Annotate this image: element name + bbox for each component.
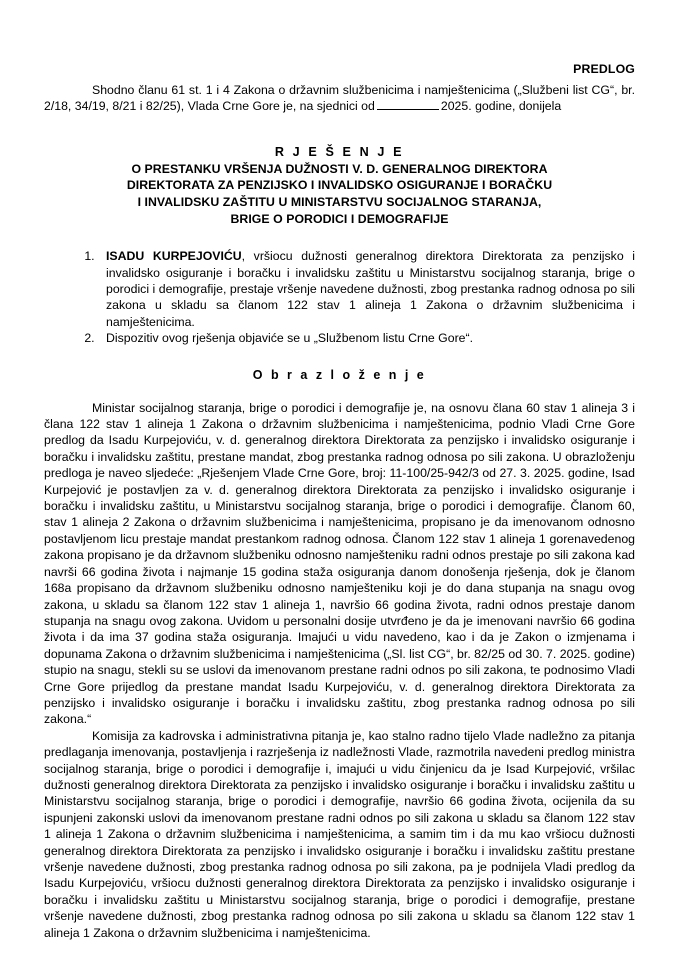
decision-subtitle-line-1: O PRESTANKU VRŠENJA DUŽNOSTI V. D. GENERALNOG DIREKTORA	[131, 161, 548, 176]
explanation-body	[44, 400, 635, 941]
intro-text-after-date-blank: 2025. godine, donijela	[440, 99, 562, 114]
decision-title-rjesenje: R J E Š E N J E	[274, 144, 405, 159]
dispositiv-item-2-text: Dispozitiv ovog rješenja objaviće se u „Službenom listu Crne Gore“.	[106, 331, 474, 346]
dispositiv-item-1-text: , vršiocu dužnosti generalnog direktora Direktorata za penzijsko i invalidsko osiguranje i boračku i invalidsku zaštitu u Ministarstvu socijalnog staranja, brige o porodici i demografije, prestaje vršenje navedene dužnosti, zbog prestanka radnog odnosa po sili zakona u skladu sa članom 122 stav 1 alineja 1 Zakona o državnim službenicima i namještenicima.	[106, 249, 635, 329]
explanation-heading: O b r a z l o ž e n j e	[252, 367, 427, 382]
decision-subtitle-line-2: DIREKTORATA ZA PENZIJSKO I INVALIDSKO OSIGURANJE I BORAČKU	[126, 178, 553, 193]
document-type-label: PREDLOG	[573, 62, 635, 76]
date-blank-fill-in[interactable]	[377, 102, 439, 111]
decision-title-block	[44, 144, 635, 227]
dispositiv-item-1	[98, 248, 635, 330]
intro-paragraph	[44, 82, 635, 115]
intro-text-before-date-blank: Shodno članu 61 st. 1 i 4 Zakona o državnim službenicima i namještenicima („Službeni list CG“, br. 2/18, 34/19, 8/21 i 82/25), Vlada Crne Gore je, na sjednici od	[44, 83, 635, 114]
explanation-paragraph-2: Komisija za kadrovska i administrativna pitanja je, kao stalno radno tijelo Vlade nadležno za pitanja predlaganja imenovanja, postavljenja i razrješenja iz nadležnosti Vlade, razmotrila navedeni predlog ministra socijalnog staranja, brige o porodici i demografije i, imajući u vidu činjenicu da je Isad Kurpejović, vršilac dužnosti generalnog direktora Direktorata za penzijsko i invalidsko osiguranje i boračku i invalidsku zaštitu u Ministarstvu socijalnog staranja, brige o porodici i demografije, navršio 66 godina života, ocijenila da su ispunjeni zakonski uslovi da imenovanom prestane radni odnos po sili zakona u skladu sa članom 122 stav 1 alineja 1 Zakona o državnim službenicima i namještenicima, a samim tim i da mu kao vršiocu dužnosti generalnog direktora Direktorata za penzijsko i invalidsko osiguranje i boračku i invalidsku zaštitu prestane vršenje navedene dužnosti, zbog prestanka radnog odnosa po sili zakona, pa je podnijela Vladi predlog da Isadu Kurpejoviću, vršiocu dužnosti generalnog direktora Direktorata za penzijsko i invalidsko osiguranje i boračku i invalidsku zaštitu u Ministarstvu socijalnog staranja, brige o porodici i demografije, prestane vršenje navedene dužnosti, zbog prestanka radnog odnosa po sili zakona u skladu sa članom 122 stav 1 alineja 1 Zakona o državnim službenicima i namještenicima.	[44, 728, 635, 940]
dispositiv-item-1-person-name: ISADU KURPEJOVIĆU	[106, 249, 242, 264]
decision-subtitle-line-4: BRIGE O PORODICI I DEMOGRAFIJE	[230, 211, 449, 226]
decision-subtitle-line-3: I INVALIDSKU ZAŠTITU U MINISTARSTVU SOCIJALNOG STARANJA,	[137, 195, 542, 209]
explanation-paragraph-1: Ministar socijalnog staranja, brige o porodici i demografije je, na osnovu člana 60 stav 1 alineja 3 i člana 122 stav 1 alineja 1 Zakona o državnim službenicima i namještenicima, podnio Vladi Crne Gore predlog da Isadu Kurpejoviću, v. d. generalnog direktora Direktorata za penzijsko i invalidsko osiguranje i boračku i invalidsku zaštitu, prestane mandat, zbog prestanka radnog odnosa po sili zakona. U obrazloženju predloga je naveo sljedeće: „Rješenjem Vlade Crne Gore, broj: 11-100/25-942/3 od 27. 3. 2025. godine, Isad Kurpejović je postavljen za v. d. generalnog direktora Direktorata za penzijsko i invalidsko osiguranje i boračku i invalidsku zaštitu, u Ministarstvu socijalnog staranja, brige o porodici i demografije. Članom 60, stav 1 alineja 2 Zakona o državnim službenicima i namještenicima, propisano je da imenovanom odnosno postavljenom licu prestaje mandat prestankom radnog odnosa. Članom 122 stav 1 alineja 1 gorenavedenog zakona propisano je da državnom službeniku odnosno namješteniku radni odnos prestaje po sili zakona kad navrši 66 godina života i najmanje 15 godina staža osiguranja danom donošenja rješenja, dok je članom 168a propisano da državnom službeniku odnosno namješteniku koji je do dana stupanja na snagu ovog zakona, u skladu sa članom 122 stav 1 alineja 1, navršio 66 godina života, radni odnos prestaje danom stupanja na snagu ovog zakona. Uvidom u personalni dosije utvrđeno je da je imenovani navršio 66 godina života i da ima 37 godina staža osiguranja. Imajući u vidu navedeno, kao i da je Zakon o izmjenama i dopunama Zakona o državnim službenicima i namještenicima („Sl. list CG“, br. 82/25 od 30. 7. 2025. godine) stupio na snagu, stekli su se uslovi da imenovanom prestane radni odnos po sili zakona, te podnosimo Vladi Crne Gore prijedlog da prestane mandat Isadu Kurpejoviću, v. d. generalnog direktora Direktorata za penzijsko i invalidsko osiguranje i boračku i invalidsku zaštitu, zbog prestanka radnog odnosa po sili zakona.“	[44, 400, 635, 727]
dispositiv-list	[44, 248, 635, 346]
dispositiv-item-2	[98, 330, 635, 346]
